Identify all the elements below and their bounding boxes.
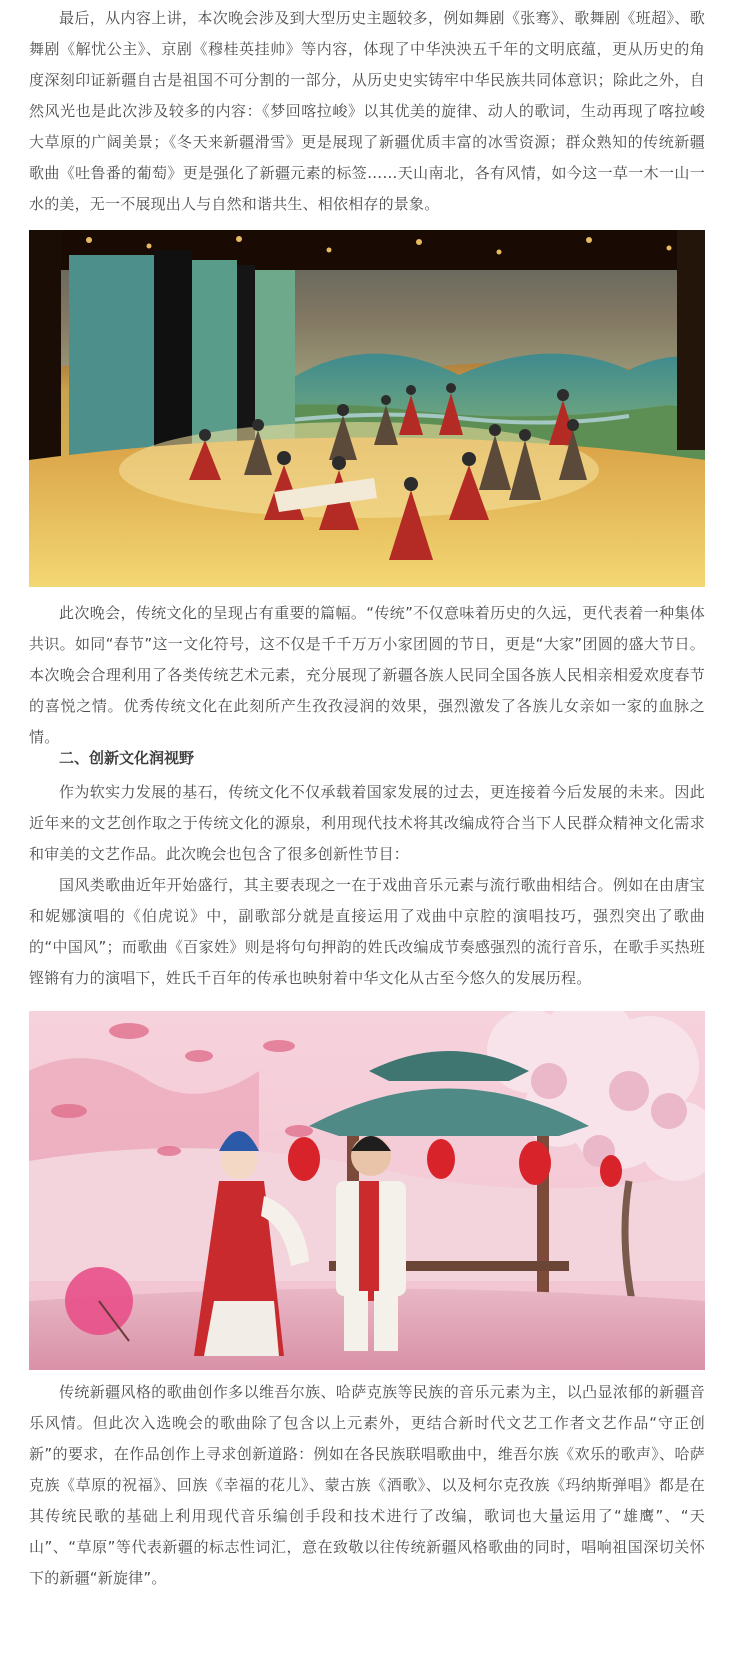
- paragraph-guofeng-songs: 国风类歌曲近年开始盛行，其主要表现之一在于戏曲音乐元素与流行歌曲相结合。例如在由唐宝和妮娜演唱的《伯虎说》中，副歌部分就是直接运用了戏曲中京腔的演唱技巧，强烈突出了歌曲的“中国风”；而歌曲《百家姓》则是将句句押韵的姓氏改编成节奏感强烈的流行音乐，在歌手买热班铿锵有力的演唱下，姓氏千百年的传承也映射着中华文化从古至今悠久的发展历程。: [29, 876, 705, 987]
- section-heading: 二、创新文化润视野: [59, 749, 195, 767]
- dance-performance-photo: [29, 230, 705, 587]
- pavilion-stage-illustration: [29, 1011, 705, 1370]
- dance-stage-illustration: [29, 230, 705, 587]
- paragraph-history-and-scenery: 最后，从内容上讲，本次晚会涉及到大型历史主题较多，例如舞剧《张骞》、歌舞剧《班超》、歌舞剧《解忧公主》、京剧《穆桂英挂帅》等内容，体现了中华泱泱五千年的文明底蕴，更从历史的角度深刻印证新疆自古是祖国不可分割的一部分，从历史史实铸牢中华民族共同体意识；除此之外，自然风光也是此次涉及较多的内容：《梦回喀拉峻》以其优美的旋律、动人的歌词，生动再现了喀拉峻大草原的广阔美景；《冬天来新疆滑雪》更是展现了新疆优质丰富的冰雪资源；群众熟知的传统新疆歌曲《吐鲁番的葡萄》更是强化了新疆元素的标签……天山南北，各有风情，如今这一草一木一山一水的美，无一不展现出人与自然和谐共生、相依相存的景象。: [29, 9, 705, 213]
- paragraph-innovation-intro: 作为软实力发展的基石，传统文化不仅承载着国家发展的过去，更连接着今后发展的未来。因此近年来的文艺创作取之于传统文化的源泉，利用现代技术将其改编成符合当下人民群众精神文化需求和审美的文艺作品。此次晚会也包含了很多创新性节目：: [29, 783, 705, 863]
- opera-duet-photo: [29, 1011, 705, 1370]
- paragraph-xinjiang-songs: 传统新疆风格的歌曲创作多以维吾尔族、哈萨克族等民族的音乐元素为主，以凸显浓郁的新疆音乐风情。但此次入选晚会的歌曲除了包含以上元素外，更结合新时代文艺工作者文艺作品“守正创新”的要求，在作品创作上寻求创新道路：例如在各民族联唱歌曲中，维吾尔族《欢乐的歌声》、哈萨克族《草原的祝福》、回族《幸福的花儿》、蒙古族《酒歌》、以及柯尔克孜族《玛纳斯弹唱》都是在其传统民歌的基础上利用现代音乐编创手段和技术进行了改编，歌词也大量运用了“雄鹰”、“天山”、“草原”等代表新疆的标志性词汇，意在致敬以往传统新疆风格歌曲的同时，唱响祖国深切关怀下的新疆“新旋律”。: [29, 1383, 705, 1587]
- paragraph-traditional-culture: 此次晚会，传统文化的呈现占有重要的篇幅。“传统”不仅意味着历史的久远，更代表着一种集体共识。如同“春节”这一文化符号，这不仅是千千万万小家团圆的节日，更是“大家”团圆的盛大节日。本次晚会合理利用了各类传统艺术元素，充分展现了新疆各族人民同全国各族人民相亲相爱欢度春节的喜悦之情。优秀传统文化在此刻所产生孜孜浸润的效果，强烈激发了各族儿女亲如一家的血脉之情。: [29, 604, 705, 746]
